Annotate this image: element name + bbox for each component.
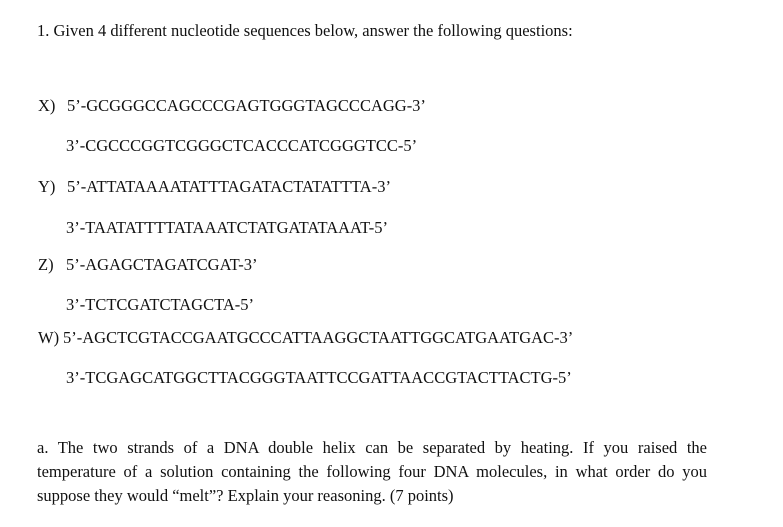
sequence-w-label: W) xyxy=(38,328,60,347)
part-a-line-2: temperature of a solution containing the following four DNA molecules, in what order do you xyxy=(37,462,707,481)
sequence-w-bottom-strand: 3’-TCGAGCATGGCTTACGGGTAATTCCGATTAACCGTACTTACTG-5’ xyxy=(66,368,572,387)
sequence-z-bottom-strand: 3’-TCTCGATCTAGCTA-5’ xyxy=(66,295,255,314)
sequence-y-top-strand: 5’-ATTATAAAATATTTAGATACTATATTTA-3’ xyxy=(67,177,391,196)
part-a-line-3: suppose they would “melt”? Explain your reasoning. (7 points) xyxy=(37,486,454,505)
part-a-line-1: a. The two strands of a DNA double helix can be separated by heating. If you raised the xyxy=(37,438,707,457)
sequence-z-label: Z) xyxy=(38,255,54,274)
question-title: 1. Given 4 different nucleotide sequences below, answer the following questions: xyxy=(37,21,573,40)
sequence-x-bottom-strand: 3’-CGCCCGGTCGGGCTCACCCATCGGGTCC-5’ xyxy=(66,136,418,155)
sequence-x-top-strand: 5’-GCGGGCCAGCCCGAGTGGGTAGCCCAGG-3’ xyxy=(67,96,426,115)
sequence-z-top-strand: 5’-AGAGCTAGATCGAT-3’ xyxy=(66,255,258,274)
sequence-w-top-strand: 5’-AGCTCGTACCGAATGCCCATTAAGGCTAATTGGCATGAATGAC-3’ xyxy=(63,328,574,347)
part-a-paragraph xyxy=(37,436,707,508)
sequence-y-bottom-strand: 3’-TAATATTTTATAAATCTATGATATAAAT-5’ xyxy=(66,218,388,237)
sequence-x-label: X) xyxy=(38,96,56,115)
sequence-y-label: Y) xyxy=(38,177,56,196)
